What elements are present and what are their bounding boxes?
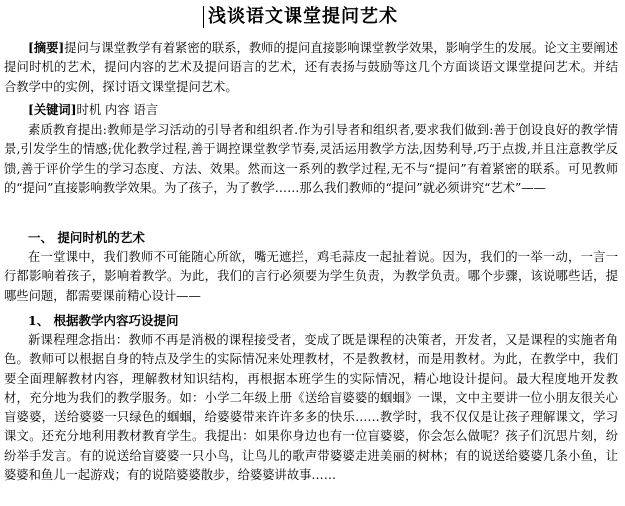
abstract-paragraph (4, 38, 618, 97)
abstract-label: [摘要] (28, 40, 65, 55)
section-1-1-paragraph: 新课程理念指出：教师不再是消极的课程接受者，变成了既是课程的决策者，开发者，又是课程的实施者角色。教师可以根据自身的特点及学生的实际情况来处理教材，不是教教材，而是用教材。为此，在教学中，我们要全面理解教材内容，理解教材知识结构，再根据本班学生的实际情况，精心地设计提问。最大程度地开发教材，充分地为我们的教学服务。如：小学二年级上册《送给盲婆婆的蝈蝈》一课，文中主要讲一位小朋友很关心盲婆婆，送给婆婆一只绿色的蝈蝈，给婆婆带来许许多多的快乐……教学时，我不仅仅是让孩子理解课文，学习课文。还充分地利用教材教育学生。我提出：如果你身边也有一位盲婆婆，你会怎么做呢？孩子们沉思片刻，纷纷举手发言。有的说送给盲婆婆一只小鸟，让鸟儿的歌声带婆婆走进美丽的树林；有的说送给婆婆几条小鱼，让婆婆和鱼儿一起游戏；有的说陪婆婆散步，给婆婆讲故事…… (4, 333, 618, 483)
section-1-paragraph: 在一堂课中，我们教师不可能随心所欲，嘴无遮拦，鸡毛蒜皮一起扯着说。因为，我们的一举一动，一言一行都影响着孩子，影响着教学。为此，我们的言行必须要为学生负责，为教学负责。哪个步骤，该说哪些话，提哪些问题，都需要课前精心设计—— (4, 250, 618, 303)
keywords-label: [关键词] (28, 102, 77, 117)
intro-paragraph: 素质教育提出:教师是学习活动的引导者和组织者.作为引导者和组织者,要求我们做到:善于创设良好的教学情景,引发学生的情感;优化教学过程,善于调控课堂教学节奏,灵活运用教学方法,因势利导,巧于点拨,并且注意教学反馈,善于评价学生的学习态度、方法、效果。然而这一系列的教学过程,无不与“提问”有着紧密的联系。可见教师的“提问”直接影响教学效果。为了孩子，为了教学……那么我们教师的“提问”就必须讲究“艺术”—— (4, 123, 618, 195)
keywords-text: 时机 内容 语言 (76, 103, 159, 117)
section-1-1-heading: 1、 根据教学内容巧设提问 (28, 313, 179, 328)
abstract-text: 提问与课堂教学有着紧密的联系，教师的提问直接影响课堂教学效果，影响学生的发展。论文主要阐述提问时机的艺术，提问内容的艺术及提问语言的艺术，还有表扬与鼓励等这几个方面谈语文课堂提问艺术。并结合教学中的实例，探讨语文课堂提问艺术。 (4, 41, 618, 94)
text-cursor (203, 6, 204, 28)
document-title: 浅谈语文课堂提问艺术 (208, 6, 398, 27)
section-1-heading: 一、 提问时机的艺术 (28, 230, 145, 245)
keywords-line (28, 100, 158, 120)
